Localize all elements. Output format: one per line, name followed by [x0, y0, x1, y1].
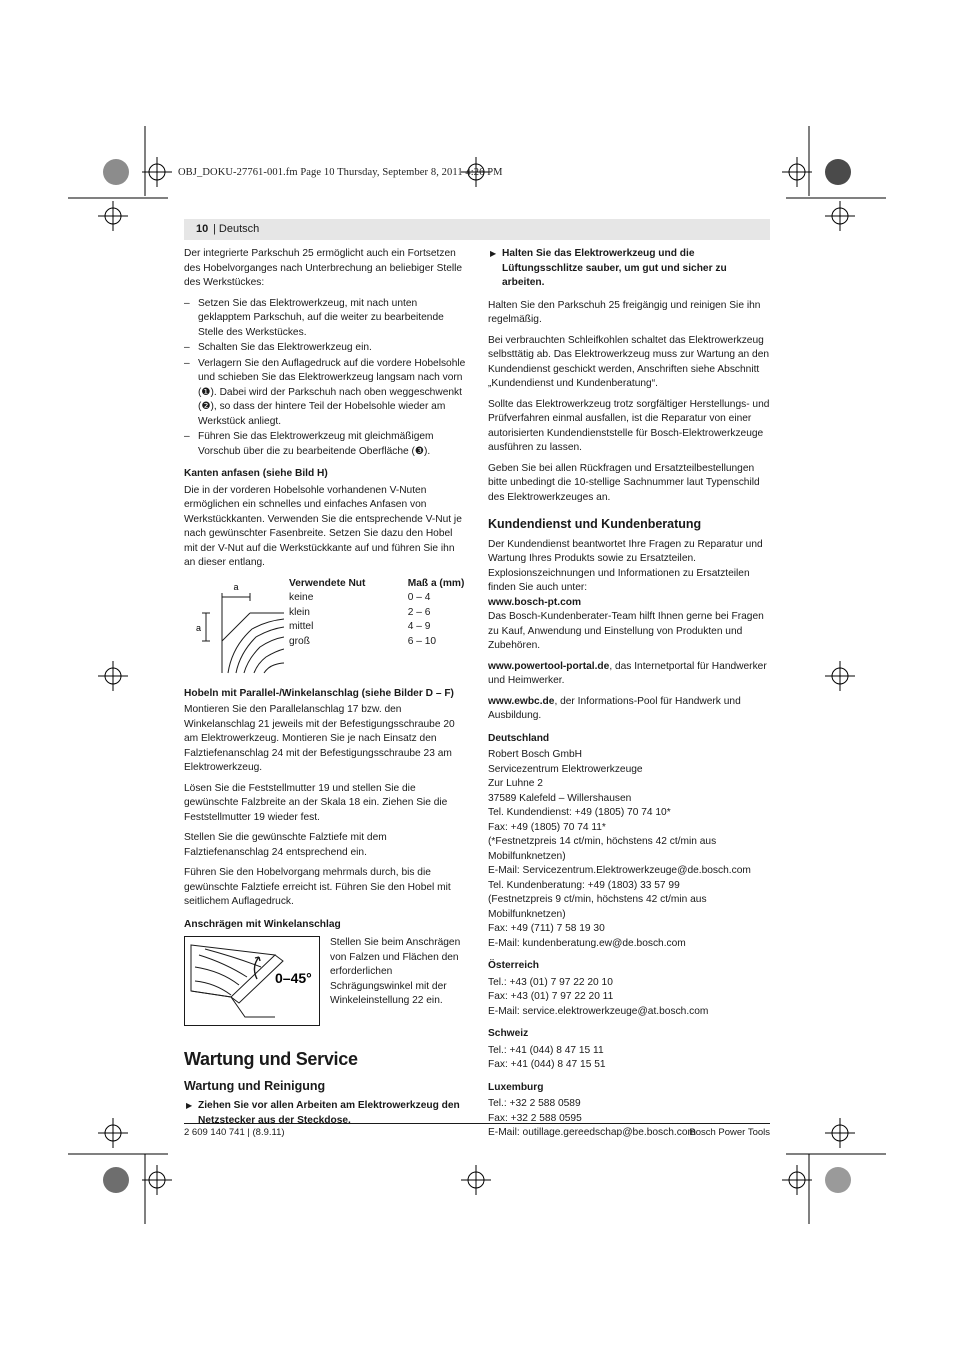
contact-line: (Festnetzpreis 9 ct/min, höchstens 42 ct/min aus Mobilfunknetzen) [488, 894, 707, 920]
contact-line: Tel. Kundendienst: +49 (1805) 70 74 10* [488, 807, 671, 818]
maintenance-heading: Wartung und Reinigung [184, 1078, 326, 1093]
left-column [184, 247, 466, 1136]
kd-url-powertool-portal[interactable]: www.powertool-portal.de [488, 660, 610, 672]
table-row [289, 620, 466, 635]
table-cell: keine [289, 592, 314, 603]
bevel-row [184, 936, 466, 1042]
warning-text: Ziehen Sie vor allen Arbeiten am Elektrowerkzeug den Netzstecker aus der Steckdose. [198, 1100, 460, 1126]
right-p1: Halten Sie den Parkschuh 25 freigängig und reinigen Sie ihn regelmäßig. [488, 299, 761, 325]
step-text: Führen Sie das Elektrowerkzeug mit gleichmäßigem Vorschub über die zu bearbeitende Oberfläche (❸). [198, 431, 434, 457]
fig-label-top: a [233, 581, 239, 592]
groove-table [289, 577, 466, 650]
list-item: – Führen Sie das Elektrowerkzeug mit gleichmäßigem Vorschub über die zu bearbeitende Oberfläche (❸). [184, 431, 434, 457]
table-cell: 2 – 6 [407, 606, 431, 618]
contact-line: Zur Luhne 2 [488, 778, 543, 789]
contact-line: Fax: +49 (1805) 70 74 11* [488, 821, 606, 833]
triangle-bullet-icon: ▶ [186, 1101, 193, 1110]
park-shoe-intro: Der integrierte Parkschuh 25 ermöglicht auch ein Fortsetzen des Hobelvorganges nach Unterbrechung an beliebiger Stelle des Werkstückes: [184, 248, 463, 288]
right-p2: Bei verbrauchten Schleifkohlen schaltet das Elektrowerkzeug selbsttätig ab. Das Elektrowerkzeug muss zur Wartung an den Kundendienst geschickt werden, Anschriften siehe Abschnitt „Kundendienst und Kundenberatung“. [488, 334, 770, 389]
parallel-p4: Führen Sie den Hobelvorgang mehrmals durch, bis die gewünschte Falztiefe erreicht ist. Führen Sie den Hobel mit seitlichem Auflagedruck. [184, 867, 451, 907]
contact-line: Fax: +43 (01) 7 97 22 20 11 [488, 991, 614, 1002]
kd-url2-text: , das Internetportal für Handwerker und Heimwerker. [488, 660, 767, 686]
chamfer-text: Die in der vorderen Hobelsohle vorhandenen V-Nuten ermöglichen ein schnelles und einfaches Anfasen von Werkstückkanten. Verwenden Sie die entsprechende V-Nut je nach gewünschter Fasenbreite. Setzen Sie dazu den Hobel mit der V-Nut auf die Werkstückkante auf und führen Sie ihn an dieser entlang. [184, 484, 462, 568]
austria-contact [488, 976, 770, 1020]
bevel-heading: Anschrägen mit Winkelanschlag [184, 918, 341, 930]
step-text: Verlagern Sie den Auflagedruck auf die vordere Hobelsohle und schieben Sie das Elektrowerkzeug langsam nach vorn (❶). Dabei wird der Parkschuh nach oben weggeschwenkt (❷), so dass der hintere Teil der Hobelsohle wieder am Werkstück anliegt. [198, 357, 466, 427]
contact-line: E-Mail: outillage.gereedschap@be.bosch.com [488, 1127, 696, 1138]
bevel-text: Stellen Sie beim Anschrägen von Falzen und Flächen den erforderlichen Schrägungswinkel mit der Winkeleinstellung 22 ein. [330, 937, 461, 1006]
list-item: – Setzen Sie das Elektrowerkzeug, mit nach unten geklapptem Parkschuh, auf die weiter zu bearbeitende Stelle des Werkstückes. [184, 297, 444, 338]
vent-warning [488, 247, 770, 291]
table-cell: 4 – 9 [407, 621, 431, 632]
chamfer-diagram [192, 577, 284, 677]
table-row [289, 635, 466, 650]
triangle-bullet-icon: ▶ [490, 249, 497, 258]
contact-line: (*Festnetzpreis 14 ct/min, höchstens 42 ct/min aus Mobilfunknetzen) [488, 836, 717, 862]
kd-p3 [488, 660, 770, 689]
service-heading: Wartung und Service [184, 1049, 358, 1069]
list-item: – Schalten Sie das Elektrowerkzeug ein. [184, 342, 372, 353]
table-cell: mittel [289, 621, 314, 632]
bevel-figure [184, 936, 320, 1026]
footer-rule [184, 1123, 770, 1124]
contact-line: E-Mail: kundenberatung.ew@de.bosch.com [488, 937, 686, 949]
customer-service-heading: Kundendienst und Kundenberatung [488, 517, 702, 531]
chamfer-figure-row [184, 577, 466, 679]
bevel-angle-label: 0–45° [275, 970, 312, 986]
kd-p2: Das Bosch-Kundenberater-Team hilft Ihnen gerne bei Fragen zu Kauf, Anwendung und Einstellung von Produkten und Zubehören. [488, 611, 764, 651]
step-text: Schalten Sie das Elektrowerkzeug ein. [198, 342, 372, 353]
contact-line: Robert Bosch GmbH [488, 749, 582, 760]
list-item: – Verlagern Sie den Auflagedruck auf die vordere Hobelsohle und schieben Sie das Elektrowerkzeug langsam nach vorn (❶). Dabei wird der Parkschuh nach oben weggeschwenkt (❷), so dass der hintere Teil der Hobelsohle wieder am Werkstück anliegt. [184, 357, 466, 427]
contact-line: E-Mail: service.elektrowerkzeuge@at.bosch.com [488, 1005, 709, 1017]
table-row [289, 606, 466, 621]
contact-line: 37589 Kalefeld – Willershausen [488, 792, 632, 804]
table-cell: 0 – 4 [407, 592, 431, 603]
contact-line: E-Mail: Servicezentrum.Elektrowerkzeuge@de.bosch.com [488, 865, 751, 876]
parallel-p3: Stellen Sie die gewünschte Falztiefe mit dem Falztiefenanschlag 24 entsprechend ein. [184, 832, 387, 858]
chamfer-heading: Kanten anfasen (siehe Bild H) [184, 468, 328, 479]
fig-label-side: a [196, 622, 202, 633]
contact-line: Fax: +49 (711) 7 58 19 30 [488, 923, 605, 934]
table-cell: 6 – 10 [407, 635, 437, 647]
germany-heading: Deutschland [488, 732, 550, 744]
contact-line: Servicezentrum Elektrowerkzeuge [488, 763, 643, 775]
table-header-nut: Verwendete Nut [289, 577, 366, 589]
language-label: Deutsch [218, 223, 260, 235]
table-header-mass: Maß a (mm) [407, 577, 465, 589]
bevel-diagram [185, 937, 319, 1025]
kd-url-bosch-pt[interactable]: www.bosch-pt.com [488, 596, 582, 608]
right-p4: Geben Sie bei allen Rückfragen und Ersatzteilbestellungen bitte unbedingt die 10-stellige Sachnummer laut Typenschild des Elektrowerkzeuges an. [488, 462, 760, 503]
file-slug: OBJ_DOKU-27761-001.fm Page 10 Thursday, September 8, 2011 4:26 PM [178, 167, 503, 178]
contact-line: Fax: +32 2 588 0595 [488, 1112, 582, 1124]
step-text: Setzen Sie das Elektrowerkzeug, mit nach unten geklapptem Parkschuh, auf die weiter zu bearbeitende Stelle des Werkstückes. [198, 297, 444, 338]
kd-url-ewbc[interactable]: www.ewbc.de [488, 695, 555, 707]
parallel-heading: Hobeln mit Parallel-/Winkelanschlag (siehe Bilder D – F) [184, 687, 454, 699]
parallel-p1: Montieren Sie den Parallelanschlag 17 bzw. den Winkelanschlag 21 jeweils mit der Befestigungsschraube 20 am Elektrowerkzeug. Montieren Sie je nach Einsatz den Falztiefenanschlag 24 mit der Befestigungsschraube 23 am Elektrowerkzeug. [184, 704, 455, 773]
table-row [289, 591, 466, 606]
footer-doc-number: 2 609 140 741 | (8.9.11) [184, 1127, 285, 1138]
warning-text: Halten Sie das Elektrowerkzeug und die Lüftungsschlitze sauber, um gut und sicher zu arbeiten. [502, 248, 727, 288]
header-language: | Deutsch [213, 223, 260, 235]
switzerland-contact [488, 1044, 770, 1073]
kd-p4 [488, 695, 770, 724]
contact-line: Tel.: +43 (01) 7 97 22 20 10 [488, 976, 613, 988]
contact-line: Tel.: +32 2 588 0589 [488, 1098, 581, 1109]
austria-heading: Österreich [488, 960, 539, 971]
contact-line: Tel. Kundenberatung: +49 (1803) 33 57 99 [488, 879, 680, 891]
footer-brand: Bosch Power Tools [689, 1127, 770, 1138]
kd-p1: Der Kundendienst beantwortet Ihre Fragen zu Reparatur und Wartung Ihres Produkts sowie zu Ersatzteilen. Explosionszeichnungen und Informationen zu Ersatzteilen finden Sie auch unter: [488, 538, 763, 593]
table-header-row [289, 577, 466, 592]
contact-line: Fax: +41 (044) 8 47 15 51 [488, 1059, 606, 1070]
luxembourg-heading: Luxemburg [488, 1081, 544, 1093]
kd-url3-text: , der Informations-Pool für Handwerk und Ausbildung. [488, 695, 741, 721]
switzerland-heading: Schweiz [488, 1028, 529, 1039]
table-cell: klein [289, 606, 310, 618]
germany-contact [488, 748, 770, 951]
right-p3: Sollte das Elektrowerkzeug trotz sorgfältiger Herstellungs- und Prüfverfahren einmal ausfallen, ist die Reparatur von einer autorisierten Kundendienststelle für Bosch-Elektrowerkzeuge ausführen zu lassen. [488, 398, 770, 453]
right-column [488, 247, 770, 1141]
contact-line: Tel.: +41 (044) 8 47 15 11 [488, 1044, 604, 1056]
page-number: 10 [196, 223, 209, 235]
page-header [184, 219, 770, 240]
parallel-p2: Lösen Sie die Feststellmutter 19 und stellen Sie die gewünschte Falzbreite an der Skala 18 ein. Ziehen Sie die Feststellmutter 19 wieder fest. [184, 782, 448, 823]
table-cell: groß [289, 635, 310, 647]
